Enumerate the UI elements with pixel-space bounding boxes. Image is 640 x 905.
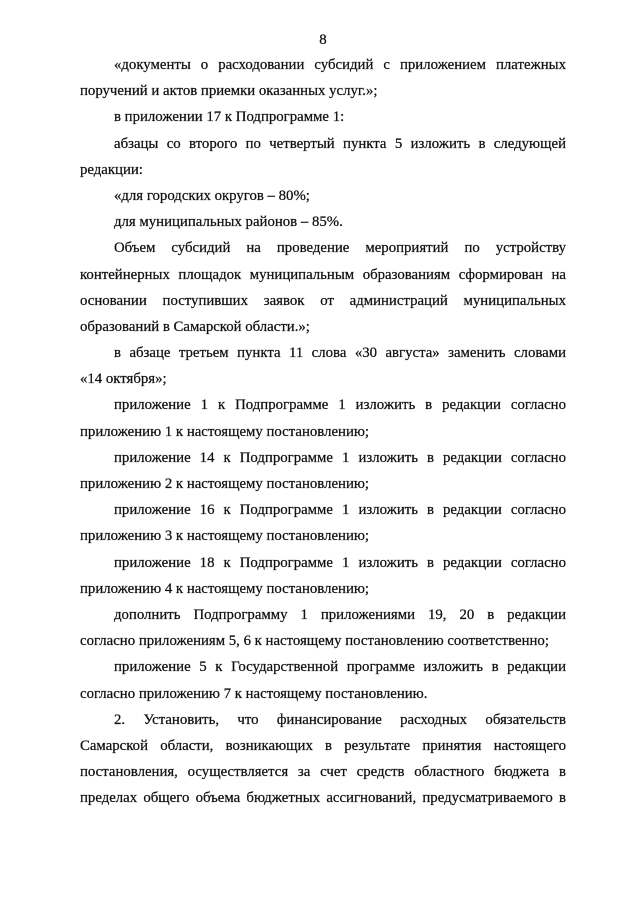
text-line: основании поступивших заявок от администраций муниципальных <box>80 292 566 309</box>
text-line: редакции: <box>80 161 143 178</box>
paragraph <box>80 183 566 209</box>
text-line: приложению 3 к настоящему постановлению; <box>80 528 370 545</box>
paragraph <box>80 392 566 444</box>
paragraph <box>80 52 566 104</box>
text-line: приложению 1 к настоящему постановлению; <box>80 423 370 440</box>
paragraph <box>80 104 566 130</box>
paragraph <box>80 602 566 654</box>
page-number: 8 <box>319 32 327 48</box>
document-body <box>80 52 566 811</box>
text-line: приложение 14 к Подпрограмме 1 изложить в редакции согласно <box>114 449 566 466</box>
text-line: 2. Установить, что финансирование расходных обязательств <box>114 711 566 728</box>
text-line: согласно приложениям 5, 6 к настоящему постановлению соответственно; <box>80 633 549 650</box>
text-line: приложению 2 к настоящему постановлению; <box>80 476 370 492</box>
text-line: в абзаце третьем пункта 11 слова «30 августа» заменить словами <box>114 345 566 362</box>
text-line: контейнерных площадок муниципальным образованиям сформирован на <box>80 266 566 283</box>
text-line: абзацы со второго по четвертый пункта 5 изложить в следующей <box>114 135 566 152</box>
paragraph <box>80 654 566 706</box>
text-line: «для городских округов – 80%; <box>114 187 310 204</box>
text-line: приложение 18 к Подпрограмме 1 изложить в редакции согласно <box>114 554 566 571</box>
text-line: пределах общего объема бюджетных ассигнований, предусматриваемого в <box>80 790 566 807</box>
text-line: «14 октября»; <box>80 371 167 388</box>
section-2-paragraph <box>80 707 566 812</box>
text-line: поручений и актов приемки оказанных услуг.»; <box>80 83 378 100</box>
text-line: согласно приложению 7 к настоящему постановлению. <box>80 685 428 702</box>
text-line: дополнить Подпрограмму 1 приложениями 19, 20 в редакции <box>114 606 566 623</box>
text-line: образований в Самарской области.»; <box>80 318 310 335</box>
text-line: для муниципальных районов – 85%. <box>114 214 343 231</box>
text-line: приложение 1 к Подпрограмме 1 изложить в редакции согласно <box>114 397 566 414</box>
text-line: Самарской области, возникающих в результате принятия настоящего <box>80 737 566 754</box>
text-line: приложение 16 к Подпрограмме 1 изложить в редакции согласно <box>114 502 566 519</box>
paragraph <box>80 445 566 497</box>
paragraph <box>80 235 566 340</box>
paragraph <box>80 550 566 602</box>
paragraph <box>80 497 566 549</box>
text-line: в приложении 17 к Подпрограмме 1: <box>114 109 345 126</box>
text-line: постановления, осуществляется за счет средств областного бюджета в <box>80 764 566 781</box>
text-line: приложению 4 к настоящему постановлению; <box>80 580 370 597</box>
text-line: Объем субсидий на проведение мероприятий по устройству <box>114 240 566 257</box>
text-line: «документы о расходовании субсидий с приложением платежных <box>114 57 566 73</box>
paragraph <box>80 340 566 392</box>
text-line: приложение 5 к Государственной программе изложить в редакции <box>114 659 566 676</box>
paragraph <box>80 209 566 235</box>
paragraph <box>80 131 566 183</box>
